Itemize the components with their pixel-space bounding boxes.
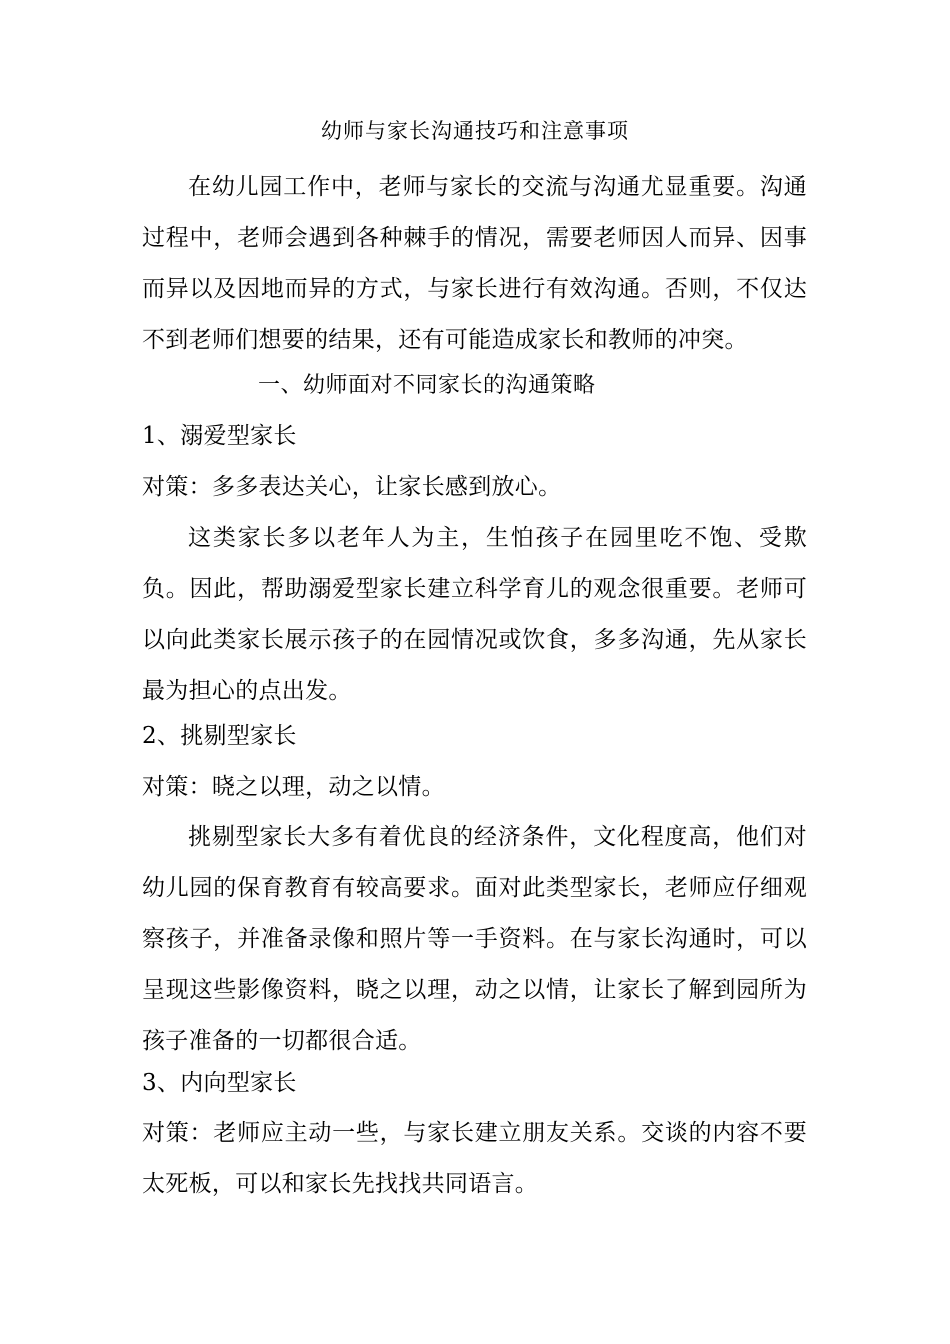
item-1-heading: 1、溺爱型家长 (142, 423, 297, 449)
item-3-heading: 3、内向型家长 (142, 1070, 297, 1096)
item-2-body: 挑剔型家长大多有着优良的经济条件，文化程度高，他们对幼儿园的保育教育有较高要求。面对此类型家长，老师应仔细观察孩子，并准备录像和照片等一手资料。在与家长沟通时，可以呈现这些影像资料，晓之以理，动之以情，让家长了解到园所为孩子准备的一切都很合适。 (142, 824, 807, 1054)
item-2-strategy: 对策：晓之以理，动之以情。 (142, 774, 445, 800)
item-2-heading: 2、挑剔型家长 (142, 723, 297, 749)
item-1-strategy: 对策：多多表达关心，让家长感到放心。 (142, 474, 562, 500)
item-3-strategy: 对策：老师应主动一些，与家长建立朋友关系。交谈的内容不要太死板，可以和家长先找找共同语言。 (142, 1120, 807, 1197)
intro-paragraph: 在幼儿园工作中，老师与家长的交流与沟通尤显重要。沟通过程中，老师会遇到各种棘手的情况，需要老师因人而异、因事而异以及因地而异的方式，与家长进行有效沟通。否则，不仅达不到老师们想要的结果，还有可能造成家长和教师的冲突。 (142, 174, 807, 353)
section-heading: 一、幼师面对不同家长的沟通策略 (258, 373, 596, 398)
document-title: 幼师与家长沟通技巧和注意事项 (321, 119, 629, 143)
item-1-body: 这类家长多以老年人为主，生怕孩子在园里吃不饱、受欺负。因此，帮助溺爱型家长建立科学育儿的观念很重要。老师可以向此类家长展示孩子的在园情况或饮食，多多沟通，先从家长最为担心的点出发。 (142, 525, 807, 704)
